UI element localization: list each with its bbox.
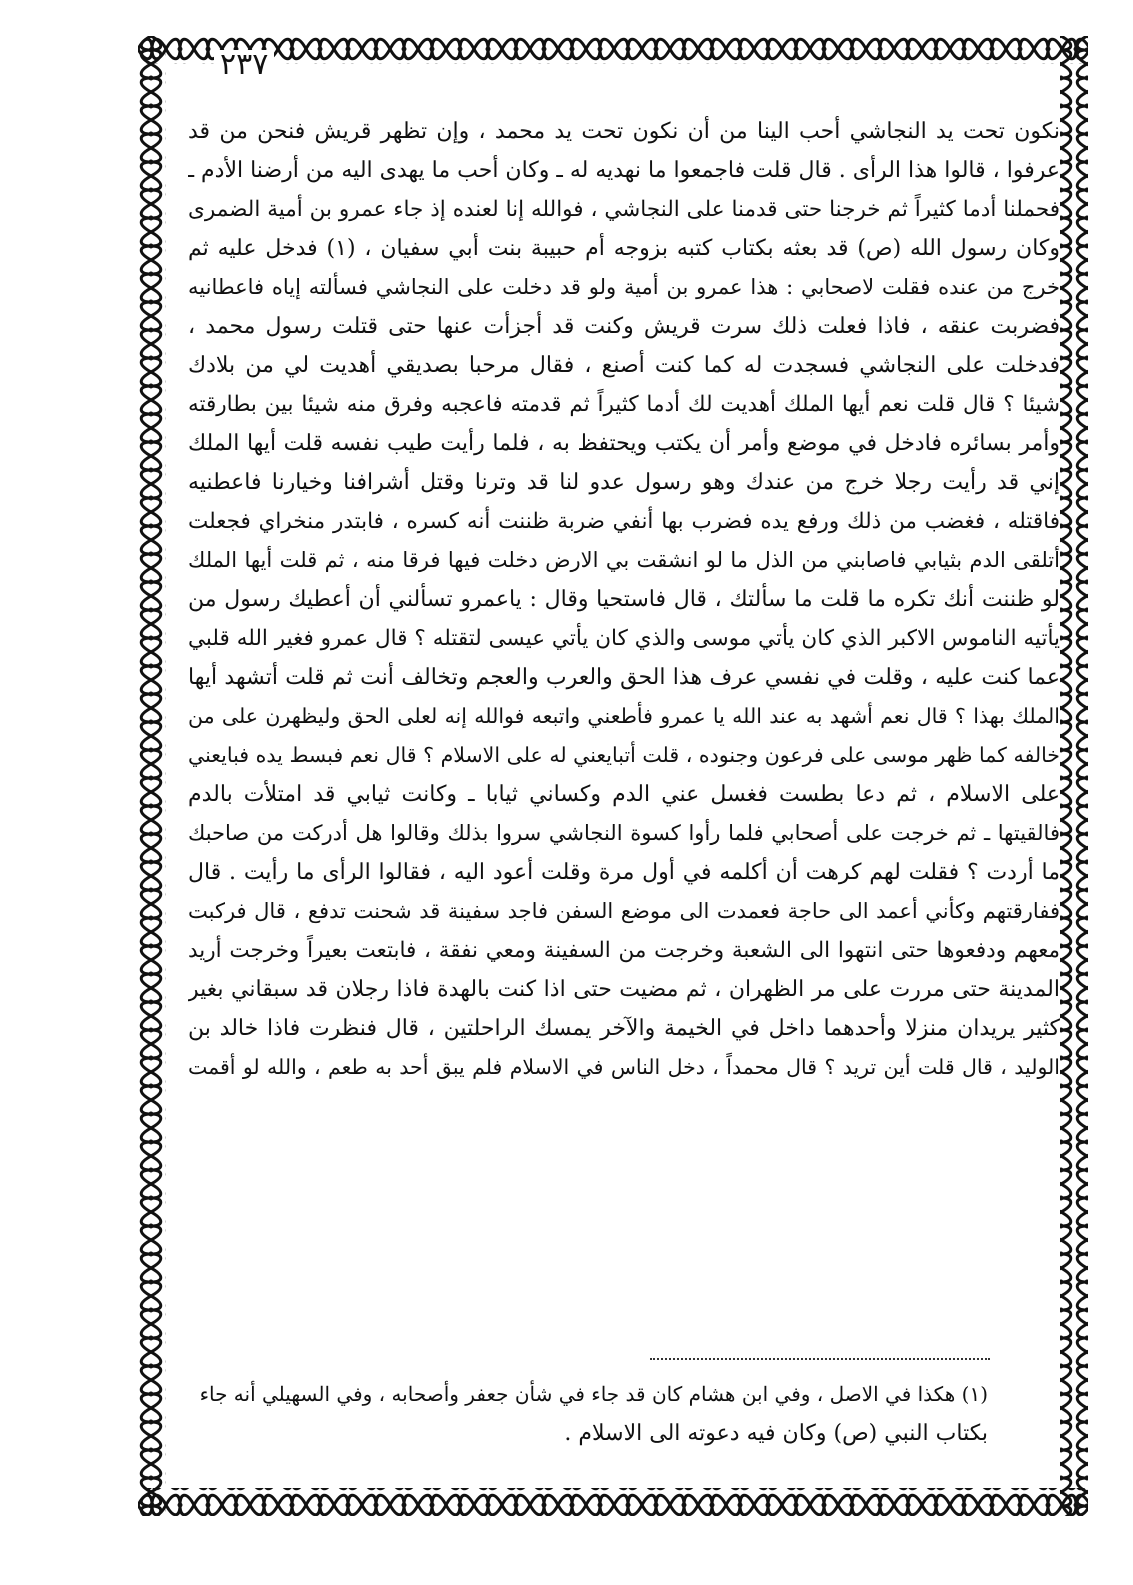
text-line: نكون تحت يد النجاشي أحب الينا من أن نكون تحت يد محمد ، وإن تظهر قريش فنحن من قد — [188, 119, 1060, 144]
text-line: خالفه كما ظهر موسى على فرعون وجنوده ، قلت أتبايعني له على الاسلام ؟ قال نعم فبسط يده فبايعني — [188, 743, 1060, 767]
text-line: معهم ودفعوها حتى انتهوا الى الشعبة وخرجت من السفينة ومعي نفقة ، فابتعت بعيراً وخرجت أريد — [188, 938, 1060, 963]
text-line: فحملنا أدما كثيراً ثم خرجنا حتى قدمنا على النجاشي ، فوالله إنا لعنده إذ جاء عمرو بن أمية الضمرى — [188, 197, 1060, 222]
text-line: الوليد ، قال قلت أين تريد ؟ قال محمداً ، دخل الناس في الاسلام فلم يبق أحد به طعم ، والله لو أقمت — [188, 1055, 1060, 1079]
text-line: فضربت عنقه ، فاذا فعلت ذلك سرت قريش وكنت قد أجزأت عنها حتى قتلت رسول محمد ، — [188, 314, 1060, 339]
text-line: خرج من عنده فقلت لاصحابي : هذا عمرو بن أمية ولو قد دخلت على النجاشي فسألته إياه فاعطانيه — [188, 275, 1060, 299]
text-line: المدينة حتى مررت على مر الظهران ، ثم مضيت حتى اذا كنت بالهدة فاذا رجلان قد سبقاني بغير — [188, 977, 1060, 1002]
text-line: الملك بهذا ؟ قال نعم أشهد به عند الله يا عمرو فأطعني واتبعه فوالله إنه لعلى الحق وليظهرن على من — [188, 704, 1060, 728]
text-line: على الاسلام ، ثم دعا بطست فغسل عني الدم وكساني ثيابا ـ وكانت ثيابي قد امتلأت بالدم — [188, 782, 1060, 807]
footnote-line: (١) هكذا في الاصل ، وفي ابن هشام كان قد جاء في شأن جعفر وأصحابه ، وفي السهيلي أنه جاء — [199, 1382, 988, 1406]
text-line: شيئا ؟ قال قلت نعم أيها الملك أهديت لك أدما كثيراً ثم قدمته فاعجبه وفرق منه شيئا بين بطارقته — [188, 392, 1060, 417]
text-line: عرفوا ، قالوا هذا الرأى . قال قلت فاجمعوا ما نهديه له ـ وكان أحب ما يهدى اليه من أرضنا الأدم ـ — [188, 158, 1060, 183]
body-text — [188, 112, 1060, 1087]
text-line: وكان رسول الله (ص) قد بعثه بكتاب كتبه بزوجه أم حبيبة بنت أبي سفيان ، (١) فدخل عليه ثم — [188, 236, 1060, 261]
text-line: ما أردت ؟ فقلت لهم كرهت أن أكلمه في أول مرة وقلت أعود اليه ، فقالوا الرأى ما رأيت . قال — [188, 860, 1060, 885]
text-line: وأمر بسائره فادخل في موضع وأمر أن يكتب ويحتفظ به ، فلما رأيت طيب نفسه قلت أيها الملك — [188, 431, 1060, 456]
page-number: ٢٣٧ — [214, 50, 274, 80]
text-line: فاقتله ، فغضب من ذلك ورفع يده فضرب بها أنفي ضربة ظننت أنه كسره ، فابتدر منخراي فجعلت — [188, 509, 1060, 534]
footnote-line: بكتاب النبي (ص) وكان فيه دعوته الى الاسلام . — [564, 1421, 988, 1446]
text-line: يأتيه الناموس الاكبر الذي كان يأتي موسى والذي كان يأتي عيسى لتقتله ؟ قال عمرو فغير الله قلبي — [188, 626, 1060, 651]
text-line: لو ظننت أنك تكره ما قلت ما سألتك ، قال فاستحيا وقال : ياعمرو تسألني أن أعطيك رسول من — [188, 587, 1060, 612]
text-line: ففارقتهم وكأني أعمد الى حاجة فعمدت الى موضع السفن فاجد سفينة قد شحنت تدفع ، قال فركبت — [188, 899, 1060, 923]
text-line: فدخلت على النجاشي فسجدت له كما كنت أصنع ، فقال مرحبا بصديقي أهديت لي من بلادك — [188, 353, 1060, 378]
footnotes — [188, 1374, 988, 1454]
text-line: أتلقى الدم بثيابي فاصابني من الذل ما لو انشقت بي الارض دخلت فيها فرقا منه ، ثم قلت أيها الملك — [188, 548, 1060, 572]
text-line: فالقيتها ـ ثم خرجت على أصحابي فلما رأوا كسوة النجاشي سروا بذلك وقالوا هل أدركت من صاحبك — [188, 821, 1060, 845]
text-line: عما كنت عليه ، وقلت في نفسي عرف هذا الحق والعرب والعجم وتخالف أنت ثم قلت أتشهد أيها — [188, 665, 1060, 690]
footnote-divider — [650, 1358, 990, 1360]
text-line: إني قد رأيت رجلا خرج من عندك وهو رسول عدو لنا قد وترنا وقتل أشرافنا وخيارنا فاعطنيه — [188, 470, 1060, 495]
text-line: كثير يريدان منزلا وأحدهما داخل في الخيمة والآخر يمسك الراحلتين ، قال فنظرت فاذا خالد بن — [188, 1016, 1060, 1041]
